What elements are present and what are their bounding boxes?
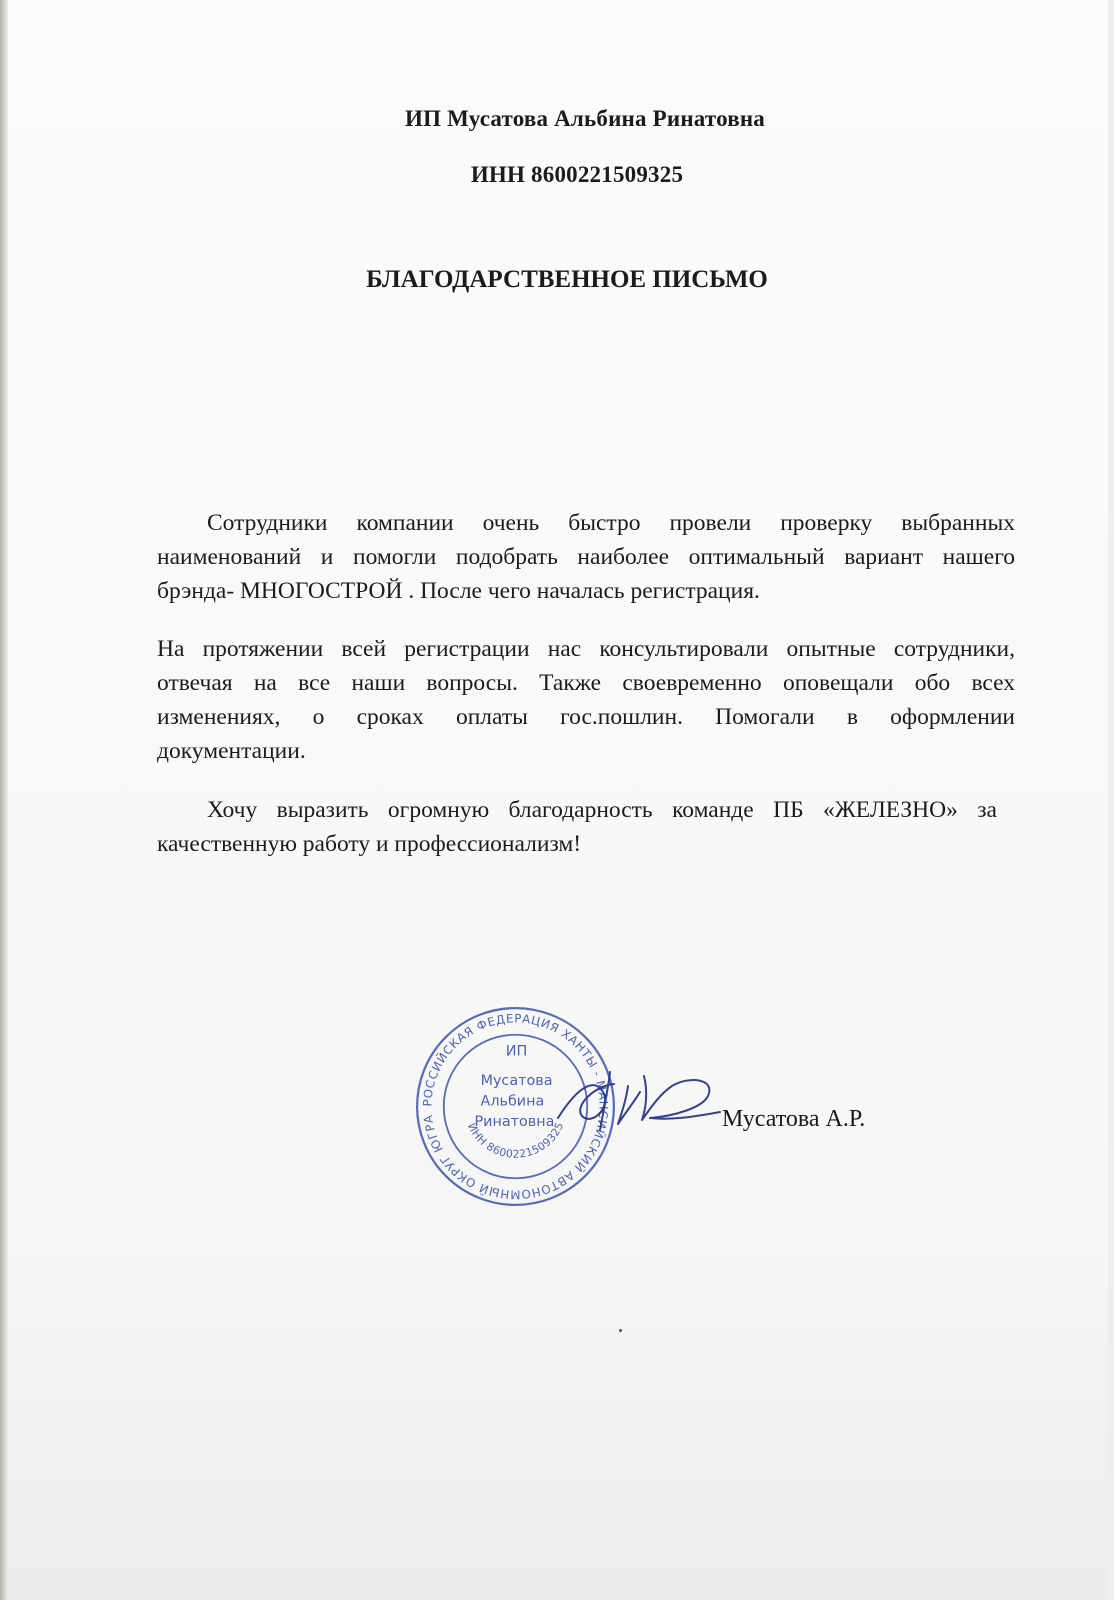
signature-stroke-4 (642, 1076, 709, 1120)
sender-name: ИП Мусатова Альбина Ринатовна (405, 106, 765, 131)
sender-inn: ИНН 8600221509325 (470, 162, 684, 187)
paragraph-line: качественную работу и профессионализм! (157, 831, 582, 857)
signature-stroke-2 (600, 1072, 610, 1130)
paragraph-line: На протяжении всей регистрации нас консультировали опытные сотрудники, (157, 636, 1015, 662)
paragraph-line: Сотрудники компании очень быстро провели проверку выбранных (207, 510, 1015, 536)
signature-stroke-5 (650, 1112, 720, 1119)
seal-outer-text: РОССИЙСКАЯ ФЕДЕРАЦИЯ ХАНТЫ - МАНСИЙСКИЙ АВТОНОМНЫЙ ОКРУГ ЮГРА (420, 1011, 611, 1202)
paper-speck (619, 1329, 622, 1332)
paragraph-line: изменениях, о сроках оплаты гос.пошлин. Помогали в оформлении (157, 704, 1015, 730)
seal-inn-text: ИНН 8600221509325 (464, 1120, 567, 1161)
seal-name-line-1: Мусатова (480, 1072, 553, 1089)
paragraph-3 (157, 793, 997, 861)
seal-name-line-3: Ринатовна (474, 1113, 555, 1130)
seal-ip-text: ИП (505, 1043, 528, 1060)
seal-name-line-2: Альбина (480, 1093, 545, 1110)
paragraph-line: брэнда- МНОГОСТРОЙ . После чего началась регистрация. (157, 578, 760, 604)
signature-scribble (548, 1046, 728, 1146)
paper-left-edge (0, 0, 8, 1600)
paper-shadow (8, 1250, 1108, 1600)
paragraph-line: наименований и помогли подобрать наиболее оптимальный вариант нашего (157, 544, 1015, 570)
document-title: БЛАГОДАРСТВЕННОЕ ПИСЬМО (366, 266, 768, 293)
paragraph-1 (157, 506, 1015, 608)
paragraph-line: отвечая на все наши вопросы. Также своевременно оповещали обо всех (157, 670, 1015, 696)
signer-name: Мусатова А.Р. (722, 1106, 866, 1132)
signature-stroke-3 (618, 1086, 640, 1124)
paragraph-line: Хочу выразить огромную благодарность команде ПБ «ЖЕЛЕЗНО» за (207, 797, 997, 823)
paragraph-2 (157, 632, 1015, 768)
paragraph-line: документации. (157, 738, 306, 764)
